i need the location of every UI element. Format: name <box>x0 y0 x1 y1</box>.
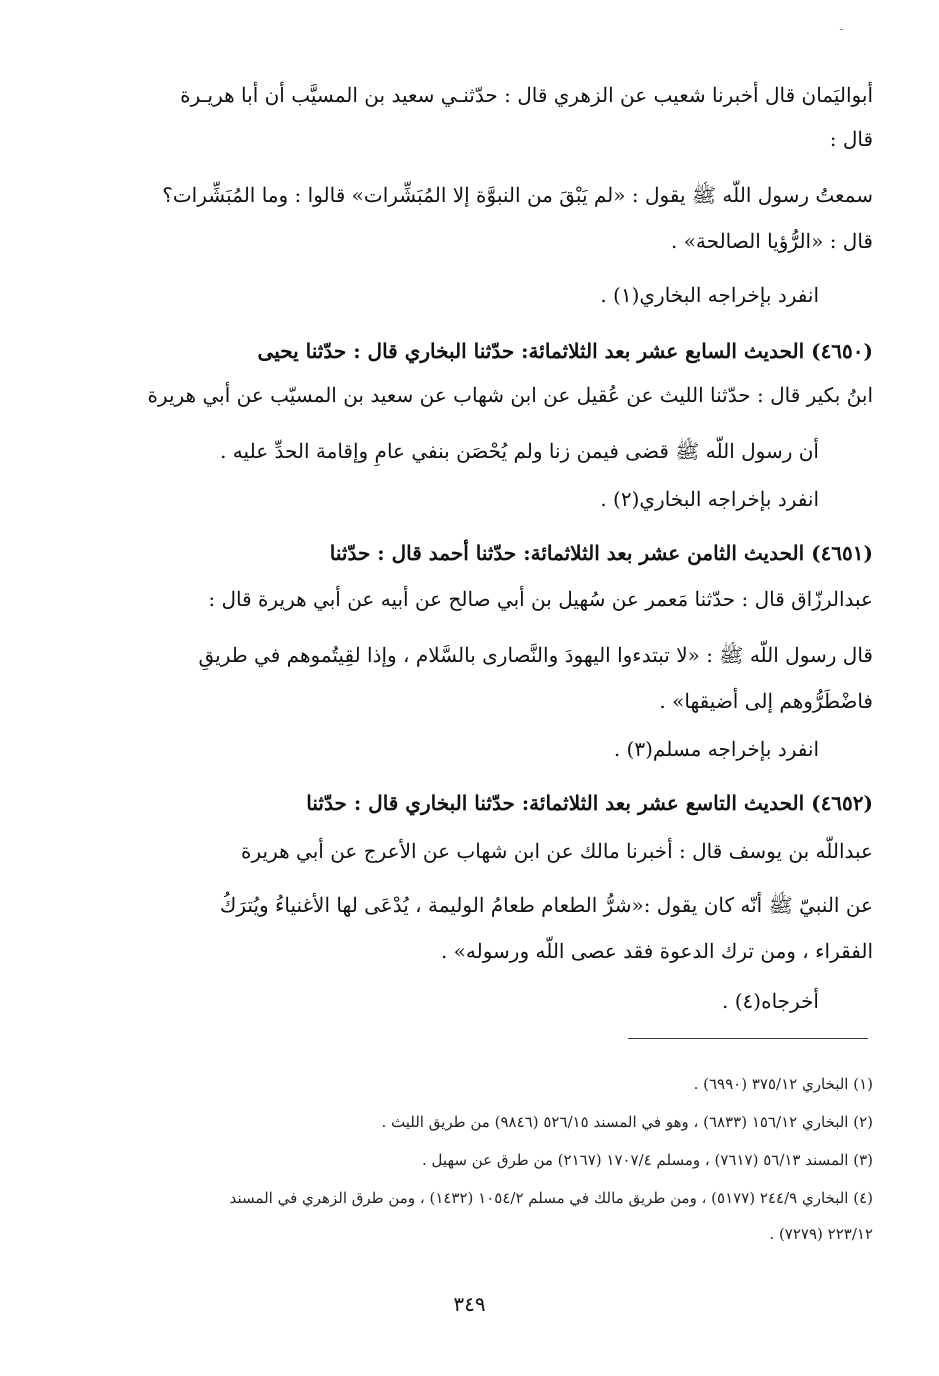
text-line: عن النبيّ ﷺ أنّه كان يقول :«شرُّ الطعام طعامُ الوليمة ، يُدْعَى لها الأغنياءُ ويُترَكُ <box>219 893 873 917</box>
text-line: قال : «الرُّؤيا الصالحة» . <box>670 229 873 253</box>
text-line: قال رسول اللّه ﷺ : «لا تبتدءوا اليهودَ والنَّصارى بالسَّلام ، وإذا لقِيتُموهم في طريقٍ <box>198 643 873 667</box>
hadith-heading: (٤٦٥٢) الحديث التاسع عشر بعد الثلاثمائة: حدّثنا البخاري قال : حدّثنا <box>306 791 873 815</box>
text-line: ابنُ بكير قال : حدّثنا الليث عن عُقيل عن ابن شهاب عن سعيد بن المسيّب عن أبي هريرة <box>147 383 873 407</box>
footnote-divider <box>628 1038 868 1039</box>
text-line: الفقراء ، ومن ترك الدعوة فقد عصى اللّه ورسوله» . <box>440 939 873 963</box>
text-line: انفرد بإخراجه البخاري(١) . <box>600 283 819 307</box>
text-line: انفرد بإخراجه مسلم(٣) . <box>613 737 819 761</box>
page-number: ٣٤٩ <box>453 1292 486 1316</box>
text-line: عبدالرزّاق قال : حدّثنا مَعمر عن سُهيل بن أبي صالح عن أبيه عن أبي هريرة قال : <box>208 587 873 611</box>
text-line: سمعتُ رسول اللّه ﷺ يقول : «لم يَبْقَ من النبوَّة إلا المُبَشِّرات» قالوا : وما المُبَشِّرات؟ <box>162 183 873 207</box>
hadith-heading: (٤٦٥١) الحديث الثامن عشر بعد الثلاثمائة: حدّثنا أحمد قال : حدّثنا <box>329 541 873 565</box>
text-line: فاضْطَرُّوهم إلى أضيقها» . <box>659 689 873 713</box>
hadith-heading: (٤٦٥٠) الحديث السابع عشر بعد الثلاثمائة: حدّثنا البخاري قال : حدّثنا يحيى <box>257 339 873 363</box>
top-mark: ـ <box>840 22 843 33</box>
text-line: انفرد بإخراجه البخاري(٢) . <box>600 487 819 511</box>
text-line: أخرجاه(٤) . <box>722 989 819 1013</box>
footnote: (١) البخاري ٣٧٥/١٢ (٦٩٩٠) . <box>693 1075 873 1093</box>
footnote: (٢) البخاري ١٥٦/١٢ (٦٨٣٣) ، وهو في المسند ٥٢٦/١٥ (٩٨٤٦) من طريق الليث . <box>381 1113 873 1131</box>
footnote: (٣) المسند ٥٦/١٣ (٧٦١٧) ، ومسلم ١٧٠٧/٤ (٢١٦٧) من طرق عن سهيل . <box>422 1151 873 1169</box>
footnote: ٢٢٣/١٢ (٧٢٧٩) . <box>769 1225 873 1243</box>
text-line: قال : <box>829 127 873 151</box>
text-line: أن رسول اللّه ﷺ قضى فيمن زنا ولم يُحْصَن بنفي عامٍ وإقامة الحدِّ عليه . <box>220 439 819 463</box>
footnote: (٤) البخاري ٢٤٤/٩ (٥١٧٧) ، ومن طريق مالك في مسلم ١٠٥٤/٢ (١٤٣٢) ، ومن طرق الزهري في المسند <box>229 1189 873 1207</box>
text-line: أبواليَمان قال أخبرنا شعيب عن الزهري قال : حدّثنـي سعيد بن المسيَّب أن أبا هريـرة <box>180 83 873 107</box>
text-line: عبداللّه بن يوسف قال : أخبرنا مالك عن ابن شهاب عن الأعرج عن أبي هريرة <box>241 839 873 863</box>
